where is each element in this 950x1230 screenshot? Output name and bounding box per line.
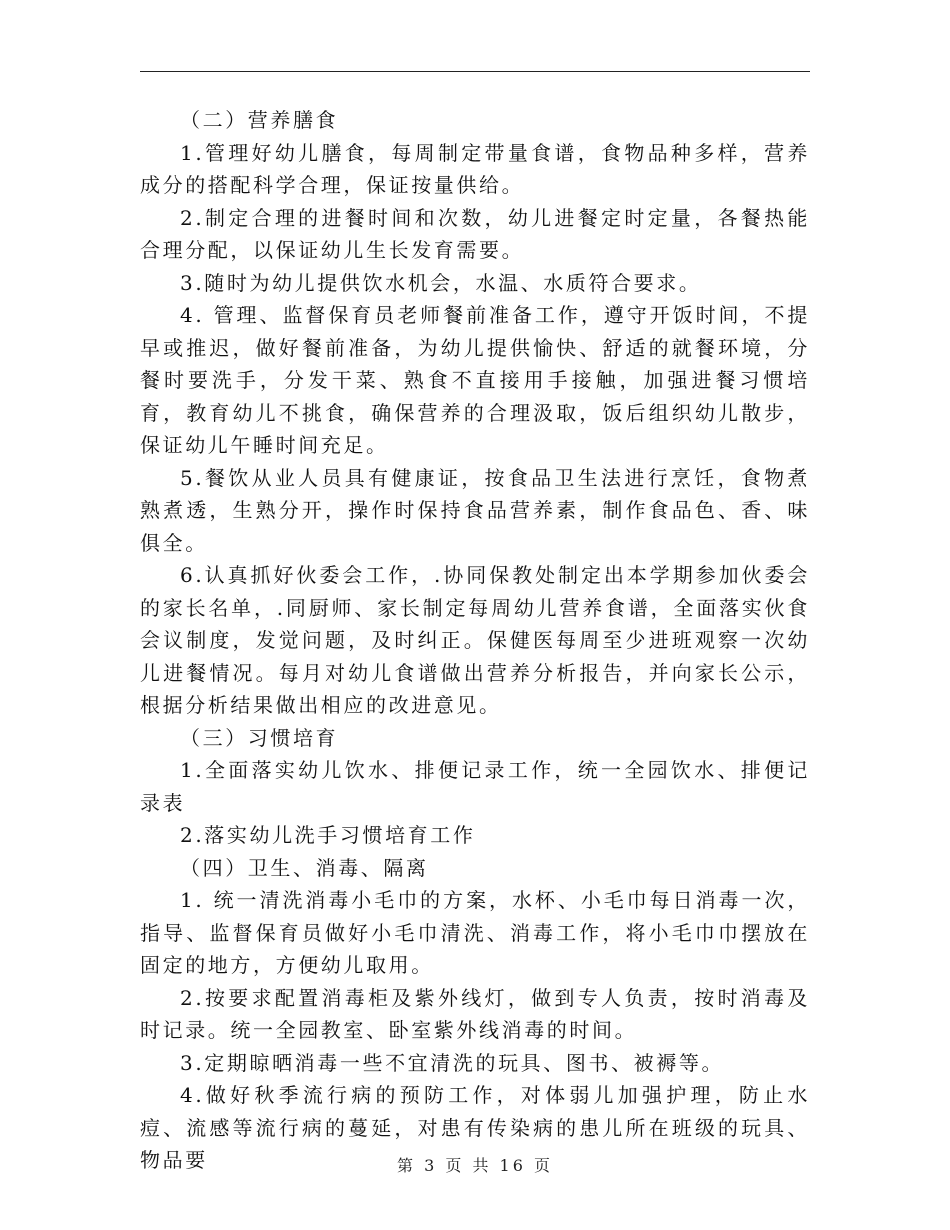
paragraph-nutrition-4: 4. 管理、监督保育员老师餐前准备工作，遵守开饭时间，不提早或推迟，做好餐前准备，为幼儿提供愉快、舒适的就餐环境，分餐时要洗手，分发干菜、熟食不直接用手接触，加强进餐习惯培育，教育幼儿不挑食，确保营养的合理汲取，饭后组织幼儿散步，保证幼儿午睡时间充足。 (140, 303, 810, 457)
paragraph-nutrition-1: 1.管理好幼儿膳食，每周制定带量食谱，食物品种多样，营养成分的搭配科学合理，保证按量供给。 (140, 140, 810, 197)
paragraph-hygiene-1: 1. 统一清洗消毒小毛巾的方案，水杯、小毛巾每日消毒一次，指导、监督保育员做好小毛巾清洗、消毒工作，将小毛巾巾摆放在固定的地方，方便幼儿取用。 (140, 888, 810, 977)
header-rule (140, 71, 810, 72)
page-number-footer: 第 3 页 共 16 页 (397, 1156, 553, 1175)
paragraph-habits-2: 2.落实幼儿洗手习惯培育工作 (180, 823, 476, 847)
paragraph-hygiene-2: 2.按要求配置消毒柜及紫外线灯，做到专人负责，按时消毒及时记录。统一全园教室、卧室紫外线消毒的时间。 (140, 985, 810, 1042)
paragraph-habits-1: 1.全面落实幼儿饮水、排便记录工作，统一全园饮水、排便记录表 (140, 758, 810, 815)
paragraph-nutrition-5: 5.餐饮从业人员具有健康证，按食品卫生法进行烹饪，食物煮熟煮透，生熟分开，操作时保持食品营养素，制作食品色、香、味俱全。 (140, 465, 810, 555)
paragraph-nutrition-6: 6.认真抓好伙委会工作，.协同保教处制定出本学期参加伙委会的家长名单，.同厨师、家长制定每周幼儿营养食谱，全面落实伙食会议制度，发觉问题，及时纠正。保健医每周至少进班观察一次幼儿进餐情况。每月对幼儿食谱做出营养分析报告，并向家长公示，根据分析结果做出相应的改进意见。 (140, 563, 810, 717)
section-heading-hygiene: （四）卫生、消毒、隔离 (180, 855, 429, 880)
paragraph-nutrition-3: 3.随时为幼儿提供饮水机会，水温、水质符合要求。 (180, 270, 702, 295)
document-body (140, 104, 810, 1177)
section-heading-nutrition: （二）营养膳食 (180, 108, 339, 132)
paragraph-nutrition-2: 2.制定合理的进餐时间和次数，幼儿进餐定时定量，各餐热能合理分配，以保证幼儿生长发育需要。 (140, 205, 810, 262)
section-heading-habits: （三）习惯培育 (180, 725, 339, 750)
paragraph-hygiene-4: 4.做好秋季流行病的预防工作，对体弱儿加强护理，防止水痘、流感等流行病的蔓延，对患有传染病的患儿所在班级的玩具、物品要 (140, 1083, 810, 1172)
paragraph-hygiene-3: 3.定期晾晒消毒一些不宜清洗的玩具、图书、被褥等。 (180, 1050, 725, 1075)
